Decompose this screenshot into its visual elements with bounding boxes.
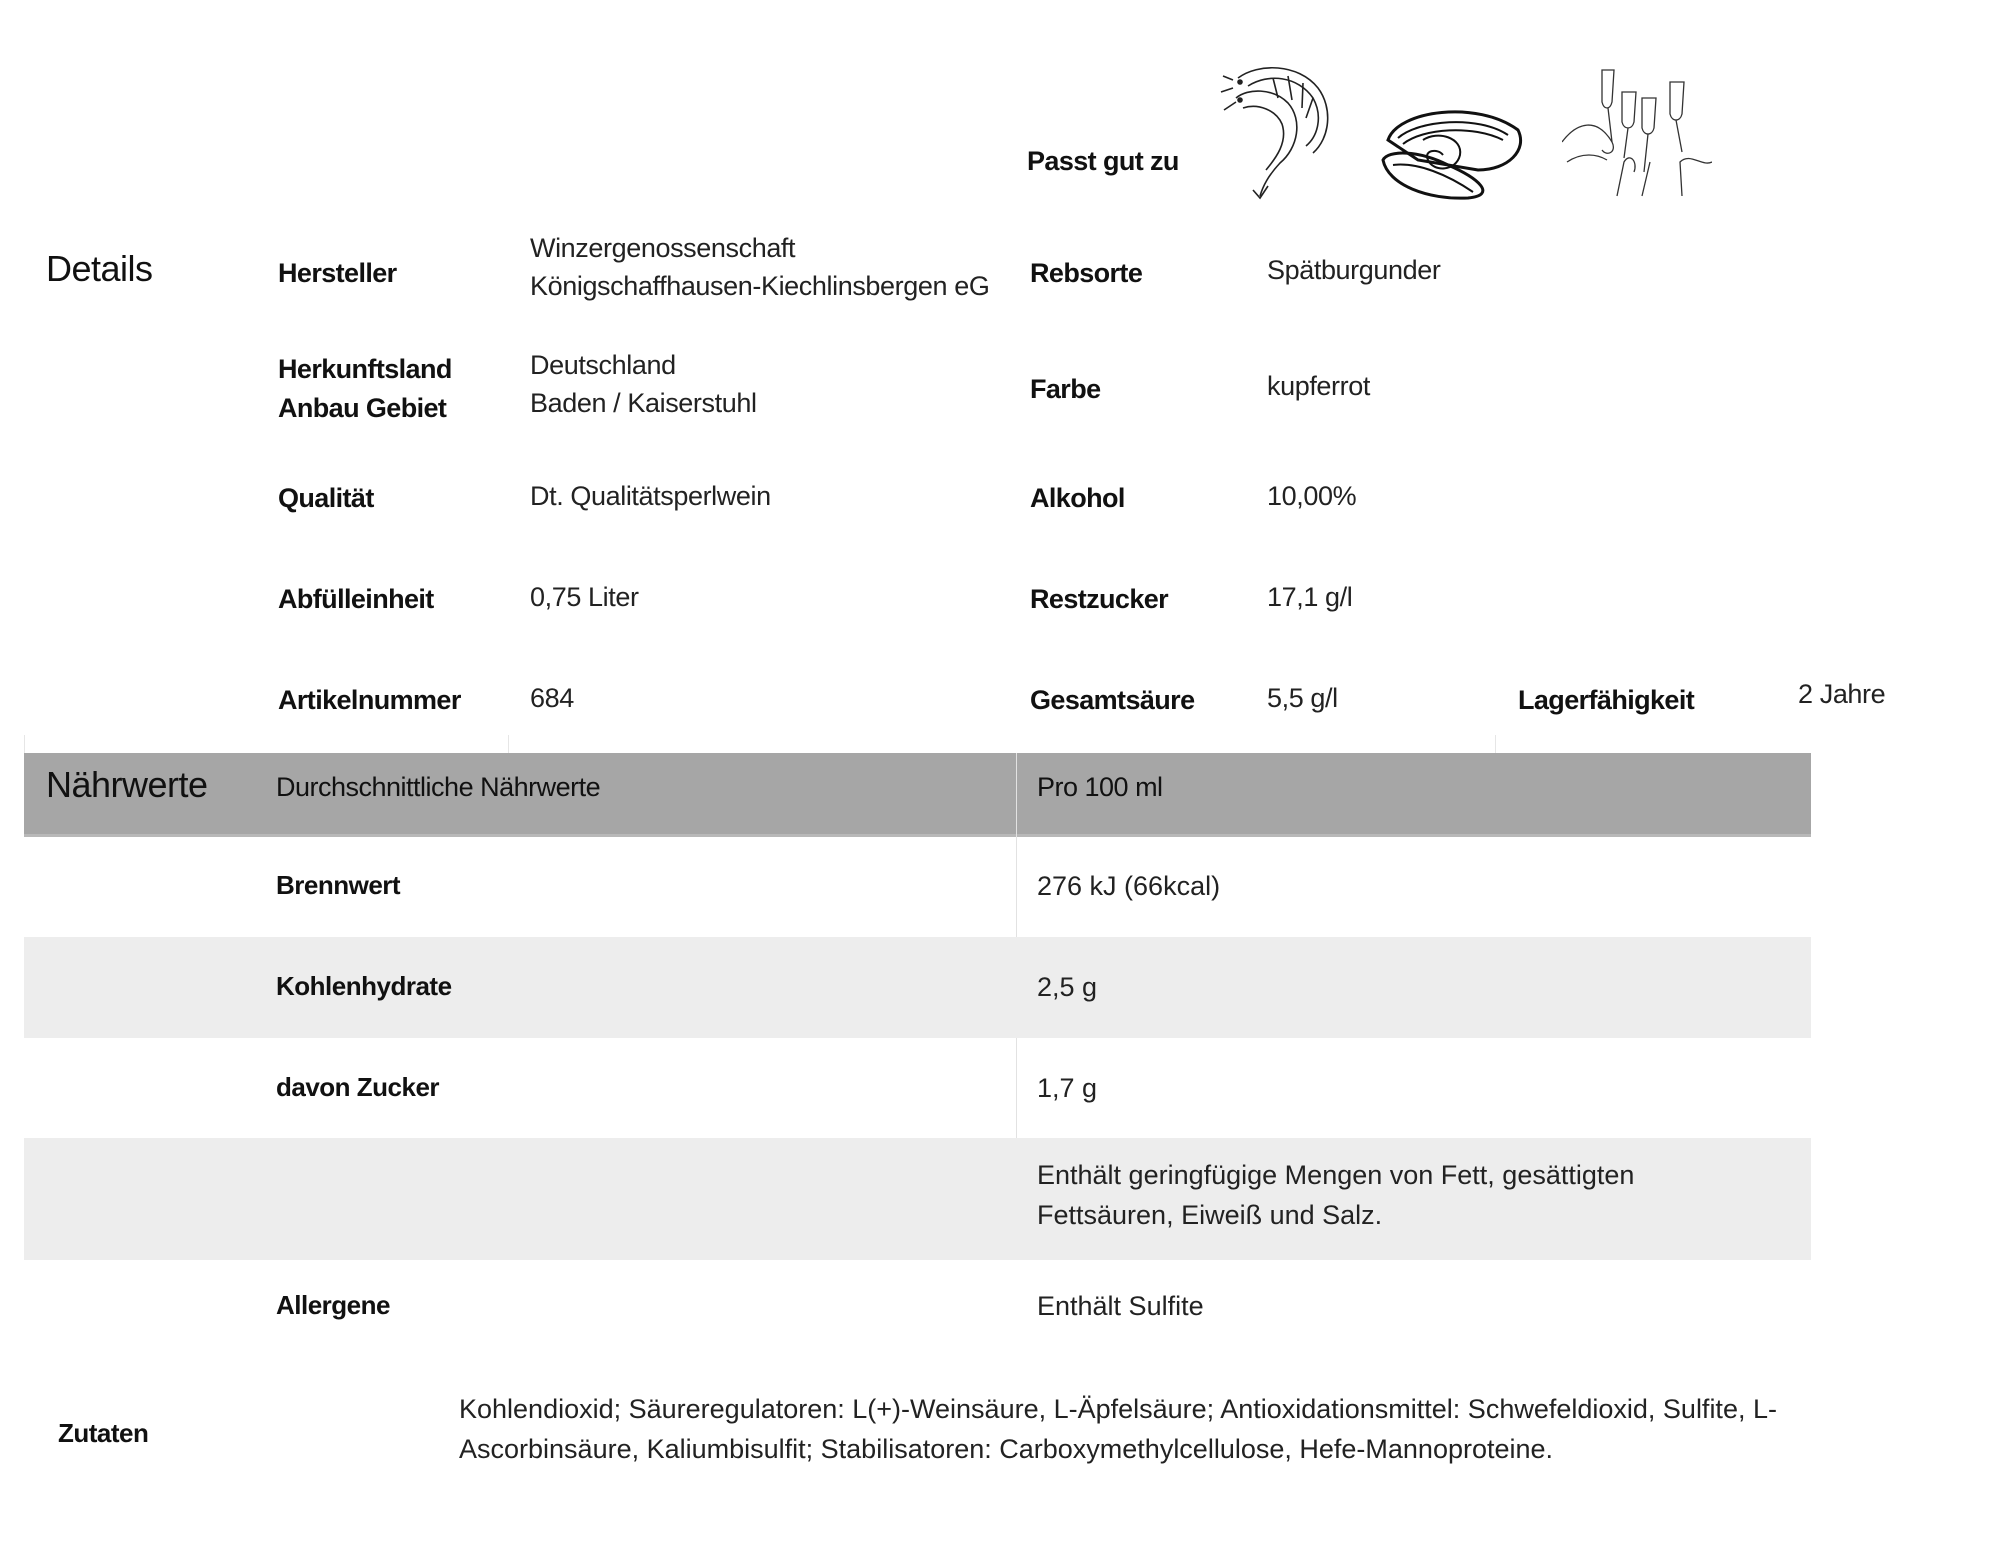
value-farbe: kupferrot xyxy=(1267,371,1370,401)
label-alkohol: Alkohol xyxy=(1030,483,1125,513)
ingredients-text-line1: Kohlendioxid; Säureregulatoren: L(+)-Weinsäure, L-Äpfelsäure; Antioxidationsmittel: Schwefeldioxid, Sulfite, L- xyxy=(459,1394,1777,1424)
separator xyxy=(1495,735,1496,753)
value-hersteller-line1: Winzergenossenschaft xyxy=(530,233,796,263)
nutrition-label-davon-zucker: davon Zucker xyxy=(276,1072,440,1102)
nutrition-label-brennwert: Brennwert xyxy=(276,870,401,900)
value-artikelnummer: 684 xyxy=(530,683,574,713)
value-abfuelleinheit: 0,75 Liter xyxy=(530,582,639,612)
value-gesamtsaeure: 5,5 g/l xyxy=(1267,683,1338,713)
value-rebsorte: Spätburgunder xyxy=(1267,255,1441,285)
label-farbe: Farbe xyxy=(1030,374,1101,404)
separator xyxy=(24,735,25,753)
label-rebsorte: Rebsorte xyxy=(1030,258,1143,288)
ingredients-text xyxy=(459,1389,1777,1469)
value-herkunft-anbau xyxy=(530,346,757,422)
label-qualitaet: Qualität xyxy=(278,483,374,513)
label-artikelnummer: Artikelnummer xyxy=(278,685,461,715)
details-title: Details xyxy=(46,248,153,289)
value-herkunftsland: Deutschland xyxy=(530,350,676,380)
label-hersteller: Hersteller xyxy=(278,258,397,288)
nutrition-col2-header: Pro 100 ml xyxy=(1037,772,1163,802)
nutrition-value-brennwert: 276 kJ (66kcal) xyxy=(1037,871,1221,901)
separator xyxy=(508,735,509,753)
value-lagerfaehigkeit: 2 Jahre xyxy=(1798,679,1886,709)
nutrition-value-davon-zucker: 1,7 g xyxy=(1037,1073,1098,1103)
value-hersteller-line2: Königschaffhausen-Kiechlinsbergen eG xyxy=(530,271,990,301)
label-lagerfaehigkeit: Lagerfähigkeit xyxy=(1518,685,1695,715)
value-restzucker: 17,1 g/l xyxy=(1267,582,1353,612)
ingredients-text-line2: Ascorbinsäure, Kaliumbisulfit; Stabilisatoren: Carboxymethylcellulose, Hefe-Mannoproteine. xyxy=(459,1434,1554,1464)
label-herkunft-anbau xyxy=(278,350,452,428)
label-restzucker: Restzucker xyxy=(1030,584,1169,614)
nutrition-trace-note xyxy=(1037,1155,1634,1235)
nutrition-value-allergene: Enthält Sulfite xyxy=(1037,1291,1204,1321)
nutrition-trace-note-line2: Fettsäuren, Eiweiß und Salz. xyxy=(1037,1200,1383,1230)
value-qualitaet: Dt. Qualitätsperlwein xyxy=(530,481,771,511)
nutrition-trace-note-line1: Enthält geringfügige Mengen von Fett, gesättigten xyxy=(1037,1160,1635,1190)
nutrition-label-allergene: Allergene xyxy=(276,1290,390,1320)
value-hersteller xyxy=(530,229,989,305)
wine-glasses-toast-icon xyxy=(1562,62,1712,198)
label-gesamtsaeure: Gesamtsäure xyxy=(1030,685,1195,715)
label-anbau-gebiet: Anbau Gebiet xyxy=(278,393,447,423)
nutrition-col1-header: Durchschnittliche Nährwerte xyxy=(276,772,601,802)
shrimp-icon xyxy=(1218,58,1340,200)
nutrition-value-kohlenhydrate: 2,5 g xyxy=(1037,972,1098,1002)
label-abfuelleinheit: Abfülleinheit xyxy=(278,584,434,614)
nutrition-title: Nährwerte xyxy=(46,764,208,805)
value-anbau-gebiet: Baden / Kaiserstuhl xyxy=(530,388,757,418)
label-herkunftsland: Herkunftsland xyxy=(278,354,452,384)
value-alkohol: 10,00% xyxy=(1267,481,1357,511)
nutrition-label-kohlenhydrate: Kohlenhydrate xyxy=(276,971,452,1001)
pairing-label: Passt gut zu xyxy=(1027,146,1179,176)
mussel-icon xyxy=(1378,100,1528,200)
ingredients-title: Zutaten xyxy=(58,1418,149,1448)
